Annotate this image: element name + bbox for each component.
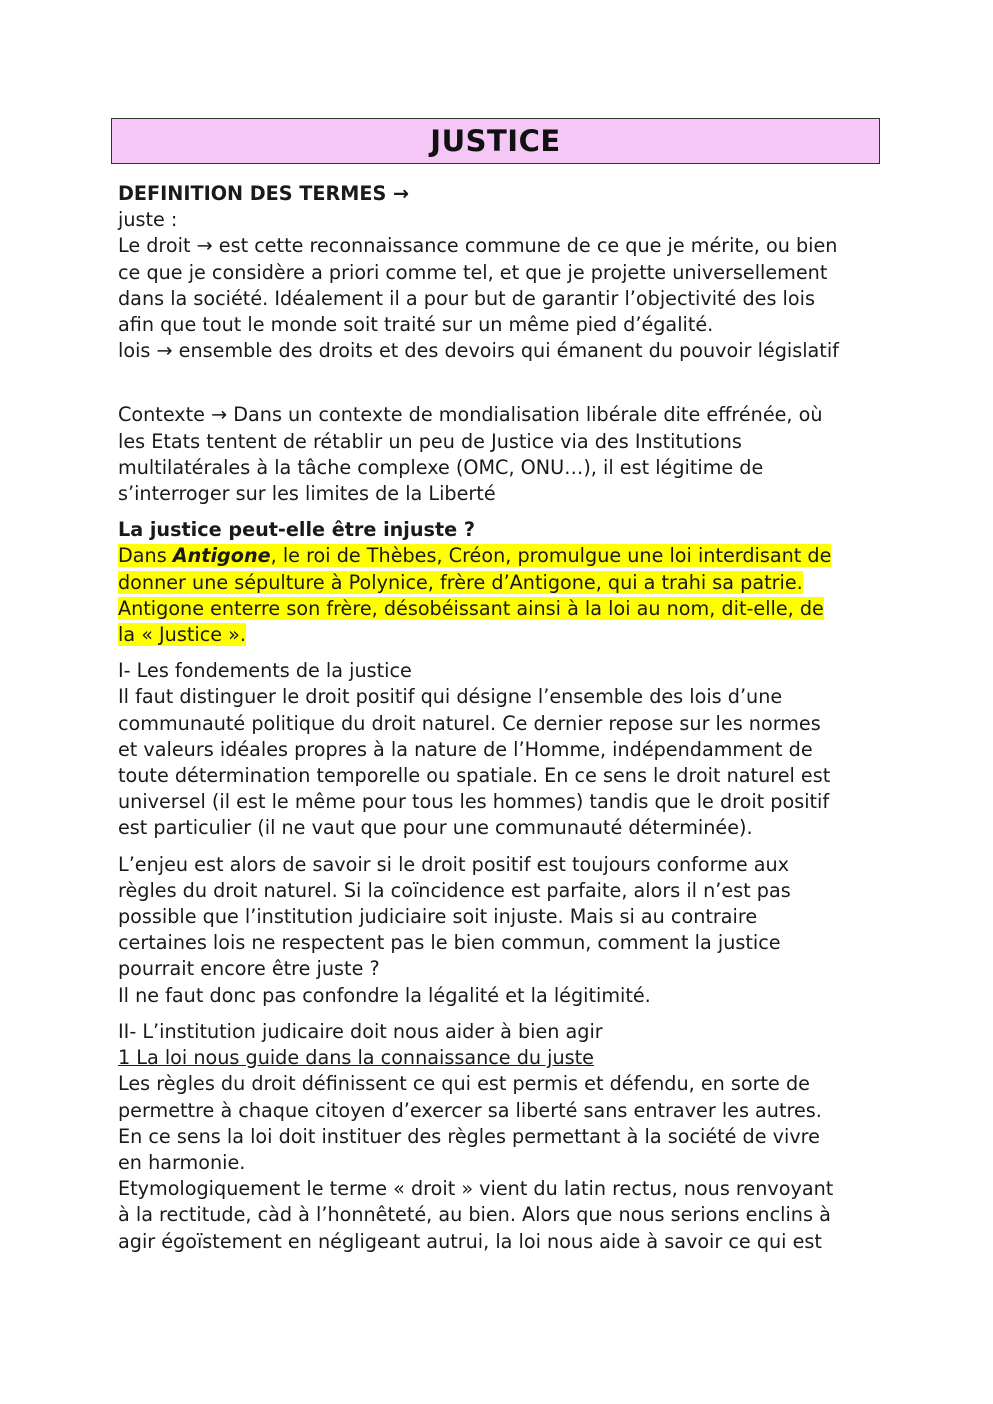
section1-para1-line: toute détermination temporelle ou spatiale. En ce sens le droit naturel est xyxy=(118,764,831,788)
section2-heading: II- L’institution judicaire doit nous aider à bien agir xyxy=(118,1019,603,1043)
antigone-highlight: donner une sépulture à Polynice, frère d’Antigone, qui a trahi sa patrie. xyxy=(118,570,803,594)
antigone-highlight: la « Justice ». xyxy=(118,623,246,647)
section1-para1-line: Il faut distinguer le droit positif qui désigne l’ensemble des lois d’une xyxy=(118,685,783,709)
section2-para-line: à la rectitude, càd à l’honnêteté, au bien. Alors que nous serions enclins à xyxy=(118,1203,831,1227)
antigone-title: Antigone xyxy=(172,544,271,568)
contexte-line: Contexte → Dans un contexte de mondialisation libérale dite effrénée, où xyxy=(118,403,823,427)
section1-para2-line: Il ne faut donc pas confondre la légalité et la légitimité. xyxy=(118,983,651,1007)
antigone-highlight: Antigone enterre son frère, désobéissant ainsi à la loi au nom, dit-elle, de xyxy=(118,596,824,620)
section1-para2-line: règles du droit naturel. Si la coïncidence est parfaite, alors il n’est pas xyxy=(118,878,791,902)
definition-lois: lois → ensemble des droits et des devoirs qui émanent du pouvoir législatif xyxy=(118,339,839,363)
section1-para2-line: certaines lois ne respectent pas le bien commun, comment la justice xyxy=(118,931,781,955)
section1-heading: I- Les fondements de la justice xyxy=(118,659,412,683)
section2-subheading: 1 La loi nous guide dans la connaissance du juste xyxy=(118,1046,594,1070)
contexte-line: multilatérales à la tâche complexe (OMC, ONU…), il est légitime de xyxy=(118,455,764,479)
antigone-line xyxy=(118,596,888,622)
section1-para2-line: pourrait encore être juste ? xyxy=(118,957,380,981)
section1-para1-line: est particulier (il ne vaut que pour une communauté déterminée). xyxy=(118,816,753,840)
spacer xyxy=(118,364,888,402)
antigone-line xyxy=(118,622,888,648)
question-heading: La justice peut-elle être injuste ? xyxy=(118,518,475,542)
contexte-line: s’interroger sur les limites de la Liberté xyxy=(118,482,496,506)
definition-droit-line: ce que je considère a priori comme tel, et que je projette universellement xyxy=(118,260,828,284)
section1-para2-line: possible que l’institution judiciaire soit injuste. Mais si au contraire xyxy=(118,905,758,929)
document-body xyxy=(118,181,888,1255)
antigone-line xyxy=(118,570,888,596)
spacer xyxy=(118,507,888,517)
section2-para-line: En ce sens la loi doit instituer des règles permettant à la société de vivre xyxy=(118,1124,820,1148)
spacer xyxy=(118,842,888,852)
contexte-line: les Etats tentent de rétablir un peu de Justice via des Institutions xyxy=(118,429,742,453)
definitions-heading: DEFINITION DES TERMES → xyxy=(118,182,410,205)
section2-para-line: Les règles du droit définissent ce qui est permis et défendu, en sorte de xyxy=(118,1072,810,1096)
title-banner xyxy=(111,118,880,164)
section2-para-line: agir égoïstement en négligeant autrui, la loi nous aide à savoir ce qui est xyxy=(118,1229,822,1253)
antigone-highlight: Dans Antigone, le roi de Thèbes, Créon, promulgue une loi interdisant de xyxy=(118,544,832,568)
section1-para1-line: communauté politique du droit naturel. Ce dernier repose sur les normes xyxy=(118,711,821,735)
section2-para-line: permettre à chaque citoyen d’exercer sa liberté sans entraver les autres. xyxy=(118,1098,822,1122)
section2-para-line: en harmonie. xyxy=(118,1150,246,1174)
section1-para2-line: L’enjeu est alors de savoir si le droit positif est toujours conforme aux xyxy=(118,852,790,876)
spacer xyxy=(118,648,888,658)
antigone-line xyxy=(118,543,888,569)
definition-droit-line: Le droit → est cette reconnaissance commune de ce que je mérite, ou bien xyxy=(118,234,838,258)
section1-para1-line: et valeurs idéales propres à la nature de l’Homme, indépendamment de xyxy=(118,737,813,761)
spacer xyxy=(118,1009,888,1019)
definition-droit-line: afin que tout le monde soit traité sur un même pied d’égalité. xyxy=(118,313,714,337)
definition-droit-line: dans la société. Idéalement il a pour but de garantir l’objectivité des lois xyxy=(118,286,815,310)
definition-juste: juste : xyxy=(118,208,178,232)
section2-para-line: Etymologiquement le terme « droit » vient du latin rectus, nous renvoyant xyxy=(118,1177,834,1201)
section1-para1-line: universel (il est le même pour tous les hommes) tandis que le droit positif xyxy=(118,790,830,814)
page-title: JUSTICE xyxy=(430,124,561,158)
